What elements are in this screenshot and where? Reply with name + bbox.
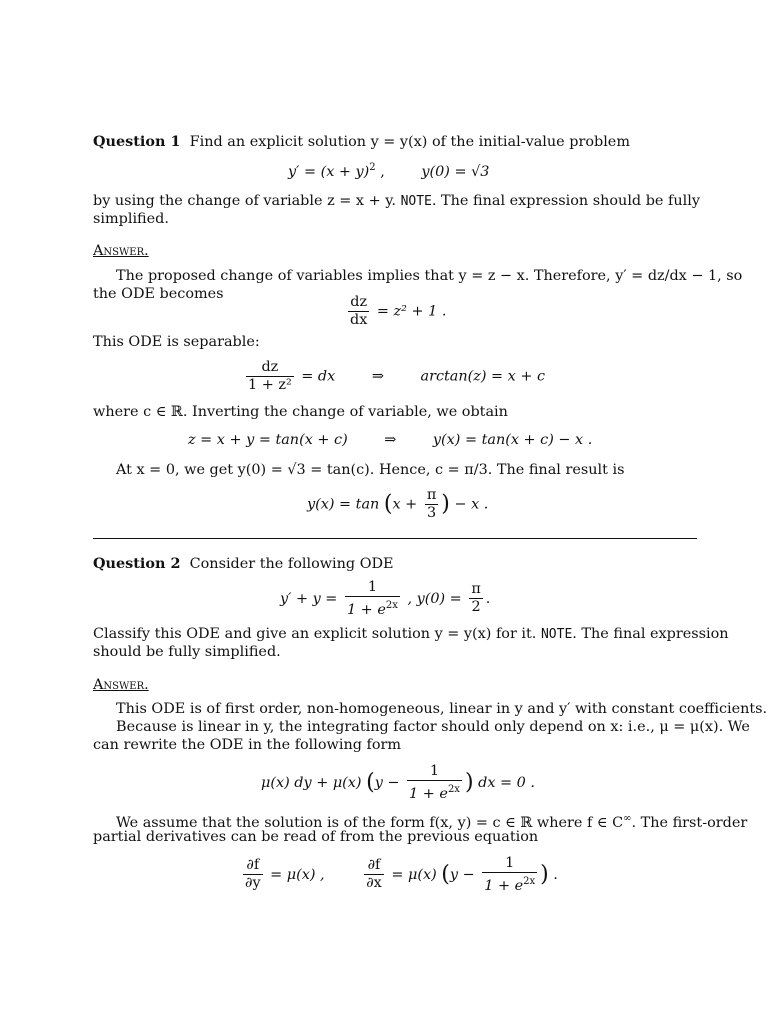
answer-1-paragraph-5: At x = 0, we get y(0) = √3 = tan(c). Hence, c = π/3. The final result is bbox=[116, 462, 625, 478]
note-keyword: NOTE bbox=[400, 194, 432, 209]
question-1-instructions: by using the change of variable z = x + y. NOTE. The final expression should be fully bbox=[93, 193, 700, 209]
note-keyword: NOTE bbox=[540, 627, 573, 642]
answer-2-equation-1: μ(x) dy + μ(x) (y − $\frac{1}{1 + e^{2x}}$ ) dx = 0 . bbox=[261, 763, 535, 802]
section-divider bbox=[93, 538, 697, 539]
question-1-intro: Find an explicit solution y = y(x) of the initial-value problem bbox=[189, 134, 630, 150]
question-2-instructions: Classify this ODE and give an explicit solution y = y(x) for it. NOTE. The final expression bbox=[93, 626, 729, 642]
answer-2-equation-2: $\frac{\partial f}{\partial y}$ = μ(x) , $\frac{\partial f}{\partial x}$ = μ(x) (y − $\frac{1}{1 + e^{2x}}$ ) . bbox=[245, 855, 558, 894]
question-2-statement: Question 2 Consider the following ODE bbox=[93, 555, 394, 572]
answer-1-final-result: y(x) = tan (x + $\frac{\pi}{3}$ ) − x . bbox=[307, 487, 489, 521]
answer-2-heading: Answer. bbox=[93, 677, 149, 693]
question-1-statement bbox=[93, 133, 697, 151]
answer-1-heading: Answer. bbox=[93, 243, 149, 259]
question-2-label: Question 2 bbox=[93, 555, 181, 572]
question-1-initial-condition: y(0) = √3 bbox=[421, 163, 490, 180]
answer-1-paragraph-3: This ODE is separable: bbox=[93, 334, 260, 350]
question-2-equation: y′ + y = $\frac{1}{1 + e^{2x}}$ , y(0) = $\frac{\pi}{2}$ . bbox=[280, 579, 491, 618]
answer-2-paragraph-2: Because is linear in y, the integrating factor should only depend on x: i.e., μ = μ(x). We bbox=[116, 719, 750, 735]
answer-1-paragraph-1: The proposed change of variables implies that y = z − x. Therefore, y′ = dz/dx − 1, so bbox=[116, 268, 743, 284]
question-1-equation: $y' = (x + y)^2$ , y(0) = √3 bbox=[288, 162, 490, 180]
answer-2-paragraph-5: partial derivatives can be read of from the previous equation bbox=[93, 829, 539, 845]
answer-1-paragraph-4: where c ∈ ℝ. Inverting the change of variable, we obtain bbox=[93, 404, 508, 420]
question-1-ode: y′ = (x + y) bbox=[288, 163, 370, 180]
answer-2-paragraph-1: This ODE is of first order, non-homogeneous, linear in y and y′ with constant coefficients. bbox=[116, 701, 768, 717]
answer-2-paragraph-4: We assume that the solution is of the form f(x, y) = c ∈ ℝ where f ∈ C∞. The first-order bbox=[116, 813, 748, 831]
question-1-label: Question 1 bbox=[93, 133, 181, 150]
answer-1-equation-1: $\frac{dz}{dx}$ = z² + 1 . bbox=[350, 294, 447, 328]
answer-1-paragraph-2: the ODE becomes bbox=[93, 286, 224, 302]
question-1-instructions-end: simplified. bbox=[93, 211, 169, 227]
question-2-instructions-end: should be fully simplified. bbox=[93, 644, 281, 660]
answer-1-equation-3: z = x + y = tan(x + c) ⇒ y(x) = tan(x + c) − x . bbox=[188, 432, 593, 448]
answer-1-equation-2: $\frac{dz}{\text{1 + z²}}$ = dx ⇒ arctan(z) = x + c bbox=[248, 359, 546, 393]
answer-2-paragraph-3: can rewrite the ODE in the following form bbox=[93, 737, 402, 753]
